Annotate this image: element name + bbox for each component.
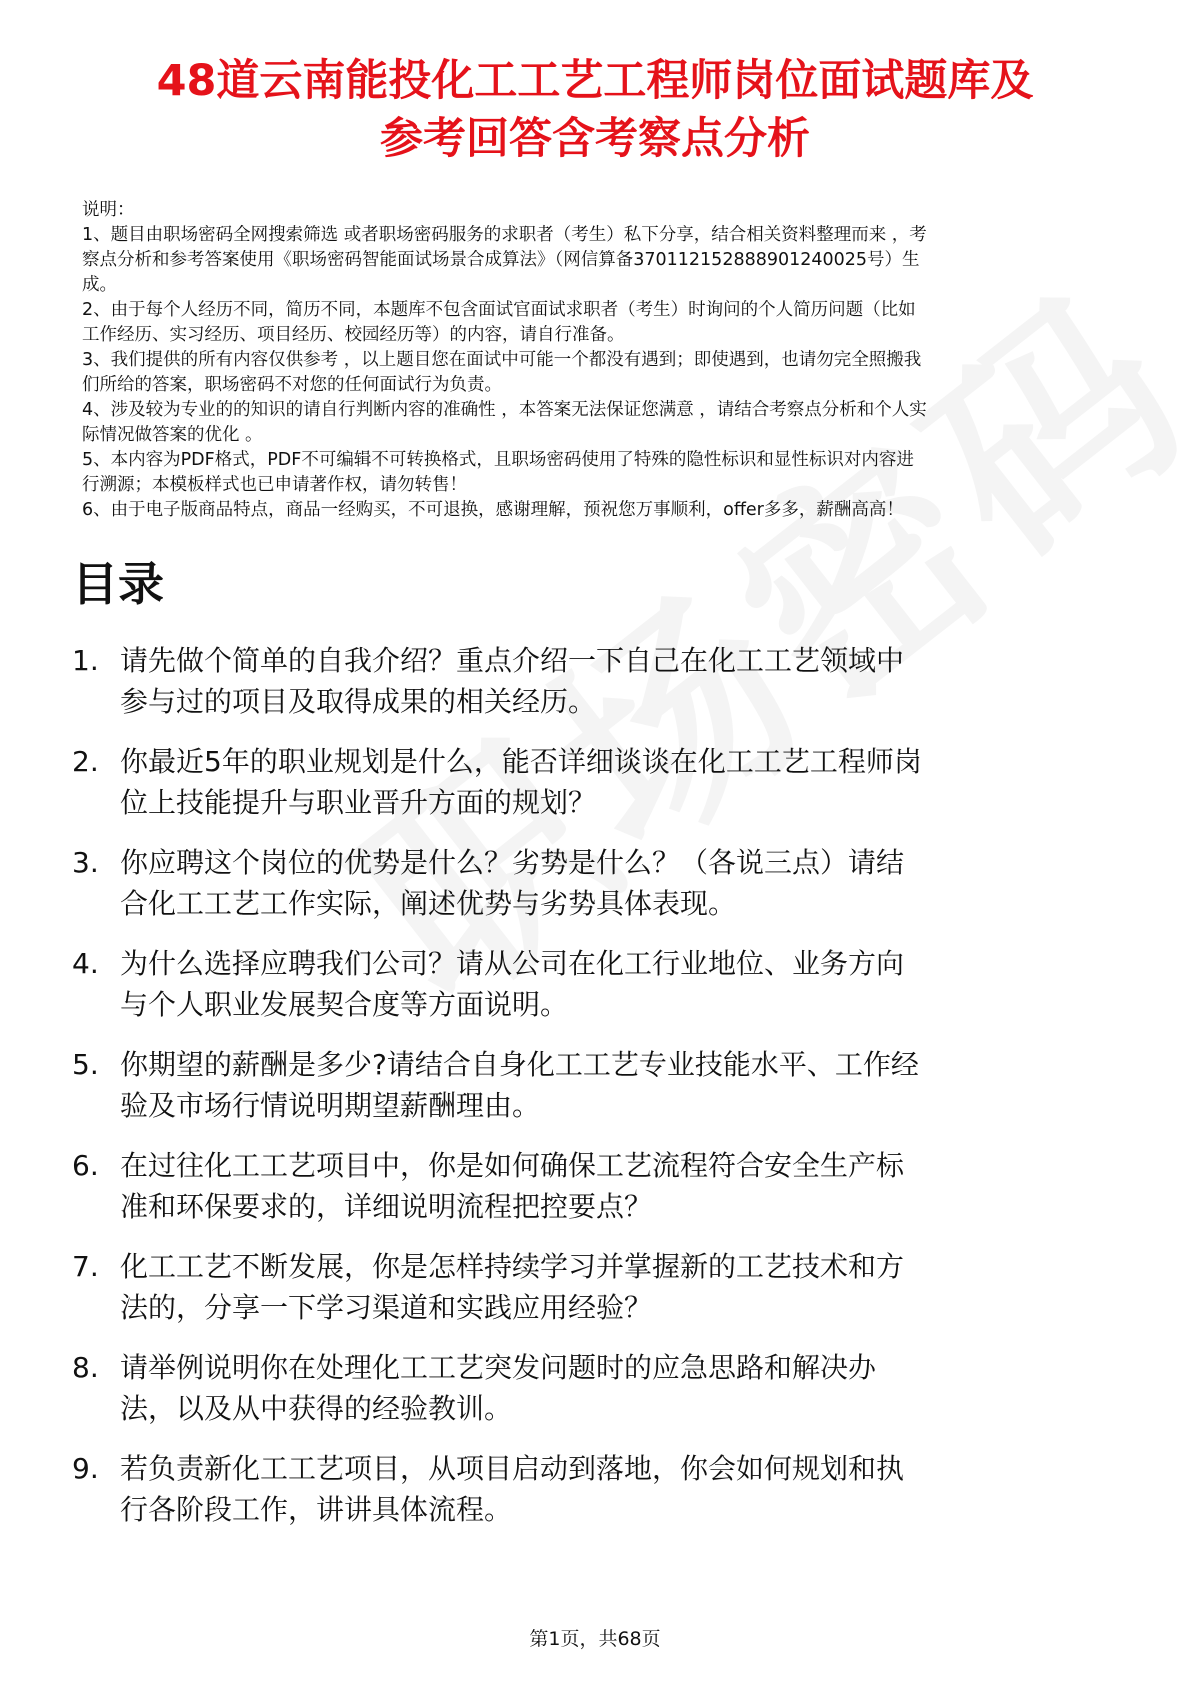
notes-line: 6、由于电子版商品特点，商品一经购买，不可退换，感谢理解，预祝您万事顺利，offer多多，薪酬高高！	[82, 500, 904, 520]
toc-item[interactable]	[72, 842, 1132, 924]
toc-item[interactable]	[72, 1044, 1132, 1126]
notes-line: 行溯源；本模板样式也已申请著作权，请勿转售！	[82, 475, 467, 495]
document-title	[60, 52, 1130, 168]
toc-item-line: 行各阶段工作，讲讲具体流程。	[120, 1493, 513, 1526]
notes-line: 际情况做答案的优化 。	[82, 425, 263, 445]
title-line-1: 48道云南能投化工工艺工程师岗位面试题库及	[156, 56, 1034, 106]
toc-item-number: 2.	[72, 745, 99, 778]
toc-item-line: 若负责新化工工艺项目，从项目启动到落地，你会如何规划和执	[120, 1452, 905, 1485]
toc-item-number: 6.	[72, 1149, 99, 1182]
toc-heading: 目录	[72, 557, 164, 611]
toc-item-line: 请先做个简单的自我介绍？重点介绍一下自己在化工工艺领域中	[120, 644, 905, 677]
toc-item-question	[120, 1044, 1132, 1126]
toc-item-line: 为什么选择应聘我们公司？请从公司在化工行业地位、业务方向	[120, 947, 905, 980]
toc-item-line: 验及市场行情说明期望薪酬理由。	[120, 1089, 541, 1122]
notes-line: 1、题目由职场密码全网搜索筛选 或者职场密码服务的求职者（考生）私下分享，结合相关资料整理而来 ，考	[82, 225, 927, 245]
toc-item-number: 8.	[72, 1351, 99, 1384]
toc-item-question	[120, 1145, 1132, 1227]
notes-line: 察点分析和参考答案使用《职场密码智能面试场景合成算法》（网信算备370112152888901240025号）生	[82, 250, 920, 270]
toc-item-line: 在过往化工工艺项目中，你是如何确保工艺流程符合安全生产标	[120, 1149, 905, 1182]
toc-item-line: 位上技能提升与职业晋升方面的规划？	[120, 786, 597, 819]
notes-line: 3、我们提供的所有内容仅供参考 ，以上题目您在面试中可能一个都没有遇到；即使遇到，也请勿完全照搬我	[82, 350, 922, 370]
toc-item-line: 法的，分享一下学习渠道和实践应用经验？	[120, 1291, 653, 1324]
toc-item[interactable]	[72, 1145, 1132, 1227]
toc-item-line: 请举例说明你在处理化工工艺突发问题时的应急思路和解决办	[120, 1351, 877, 1384]
toc-item-question	[120, 1347, 1132, 1429]
toc-item-line: 你应聘这个岗位的优势是什么？劣势是什么？（各说三点）请结	[120, 846, 905, 879]
toc-item[interactable]	[72, 943, 1132, 1025]
notes-section	[82, 198, 1114, 523]
notes-line: 2、由于每个人经历不同，简历不同，本题库不包含面试官面试求职者（考生）时询问的个人简历问题（比如	[82, 300, 916, 320]
toc-item-question	[120, 741, 1132, 823]
toc-item-number: 1.	[72, 644, 99, 677]
page-footer: 第1页，共68页	[529, 1628, 661, 1650]
toc-item-number: 9.	[72, 1452, 99, 1485]
toc-item[interactable]	[72, 1448, 1132, 1530]
toc-item-line: 你最近5年的职业规划是什么，能否详细谈谈在化工工艺工程师岗	[120, 745, 922, 778]
notes-heading: 说明：	[82, 200, 135, 220]
toc-item-line: 准和环保要求的，详细说明流程把控要点？	[120, 1190, 653, 1223]
toc-item-line: 你期望的薪酬是多少?请结合自身化工工艺专业技能水平、工作经	[120, 1048, 919, 1081]
toc-item-line: 法，以及从中获得的经验教训。	[120, 1392, 513, 1425]
notes-line: 们所给的答案，职场密码不对您的任何面试行为负责。	[82, 375, 502, 395]
toc-list	[72, 640, 1132, 1549]
toc-item[interactable]	[72, 741, 1132, 823]
title-line-2: 参考回答含考察点分析	[380, 114, 810, 164]
toc-item-question	[120, 1246, 1132, 1328]
toc-item-number: 4.	[72, 947, 99, 980]
toc-item-number: 3.	[72, 846, 99, 879]
toc-item[interactable]	[72, 1347, 1132, 1429]
notes-line: 4、涉及较为专业的的知识的请自行判断内容的准确性 ，本答案无法保证您满意 ，请结合考察点分析和个人实	[82, 400, 927, 420]
toc-item-number: 7.	[72, 1250, 99, 1283]
notes-line: 成。	[82, 275, 117, 295]
notes-line: 工作经历、实习经历、项目经历、校园经历等）的内容，请自行准备。	[82, 325, 625, 345]
toc-item-number: 5.	[72, 1048, 99, 1081]
toc-item-line: 参与过的项目及取得成果的相关经历。	[120, 685, 597, 718]
toc-item[interactable]	[72, 640, 1132, 722]
toc-item-line: 与个人职业发展契合度等方面说明。	[120, 988, 569, 1021]
toc-item[interactable]	[72, 1246, 1132, 1328]
toc-item-question	[120, 842, 1132, 924]
toc-item-question	[120, 1448, 1132, 1530]
toc-item-line: 合化工工艺工作实际，阐述优势与劣势具体表现。	[120, 887, 737, 920]
toc-item-question	[120, 943, 1132, 1025]
notes-line: 5、本内容为PDF格式，PDF不可编辑不可转换格式，且职场密码使用了特殊的隐性标识和显性标识对内容进	[82, 450, 914, 470]
toc-item-line: 化工工艺不断发展，你是怎样持续学习并掌握新的工艺技术和方	[120, 1250, 905, 1283]
toc-item-question	[120, 640, 1132, 722]
